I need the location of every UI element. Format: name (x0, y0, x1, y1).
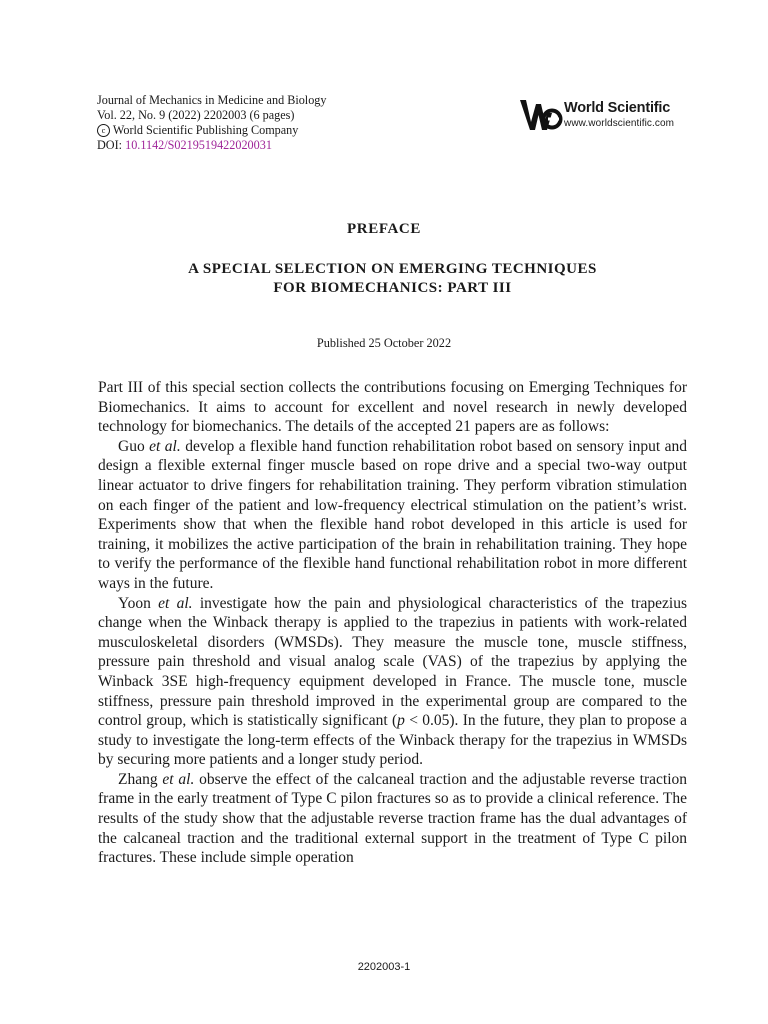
author-name: Zhang (118, 770, 158, 788)
paragraph-guo (98, 437, 687, 594)
p-value-symbol: p (397, 712, 405, 730)
paragraph-yoon (98, 594, 687, 770)
article-title (100, 260, 685, 298)
paragraph-intro: Part III of this special section collects the contributions focusing on Emerging Techniques for Biomechanics. It aims to account for excellent and novel research in newly developed technology for biomechanics. The details of the accepted 21 papers are as follows: (98, 379, 687, 436)
article-body (98, 378, 687, 868)
et-al: et al. (162, 770, 195, 788)
paragraph-zhang (98, 770, 687, 868)
publisher-url: www.worldscientific.com (564, 118, 675, 129)
doi-label: DOI: (97, 138, 123, 152)
doi-line (97, 138, 326, 153)
copyright-icon: c (97, 124, 110, 137)
copyright-line (97, 123, 326, 138)
copyright-text: World Scientific Publishing Company (112, 123, 299, 137)
journal-header (97, 93, 326, 153)
doi-link[interactable]: 10.1142/S0219519422020031 (125, 138, 272, 152)
page-number: 2202003-1 (357, 961, 411, 973)
title-line-2: FOR BIOMECHANICS: PART III (273, 280, 512, 296)
et-al: et al. (149, 437, 181, 455)
author-name: Guo (118, 437, 145, 455)
paragraph-text: investigate how the pain and physiological characteristics of the trapezius change when the Winback therapy is applied to the trapezius in patients with work-related musculoskeletal disorders (WMSDs). They measure the muscle tone, muscle stiffness, pressure pain threshold and visual analog scale (VAS) of the trapezius by applying the Winback 3SE high-frequency equipment developed in France. The muscle tone, muscle stiffness, pressure pain threshold improved in the experimental group are compared to the control group, which is statistically significant ( (98, 594, 687, 730)
journal-name: Journal of Mechanics in Medicine and Biology (97, 93, 327, 107)
author-name: Yoon (118, 594, 151, 612)
paragraph-text: observe the effect of the calcaneal traction and the adjustable reverse traction frame in the early treatment of Type C pilon fractures so as to provide a clinical reference. The results of the study show that the adjustable reverse traction frame has the dual advantages of the calcaneal traction and the traditional external support in the treatment of Type C pilon fractures. These include simple operation (98, 770, 688, 867)
published-date: Published 25 October 2022 (316, 336, 452, 350)
et-al: et al. (158, 594, 193, 612)
section-label: PREFACE (347, 221, 421, 237)
title-line-1: A SPECIAL SELECTION ON EMERGING TECHNIQUES (188, 261, 597, 277)
publisher-logo[interactable] (519, 97, 689, 133)
volume-line: Vol. 22, No. 9 (2022) 2202003 (6 pages) (97, 108, 295, 122)
paragraph-text: develop a flexible hand function rehabilitation robot based on sensory input and design a flexible external finger muscle based on rope drive and a special two-way output linear actuator to drive fingers for rehabilitation training. They perform vibration stimulation on each finger of the patient and low-frequency electrical stimulation on the patient’s wrist. Experiments show that when the flexible hand robot developed in this article is used for training, it mobilizes the active participation of the brain in rehabilitation training. They hope to verify the performance of the flexible hand functional rehabilitation robot in more different ways in the future. (98, 437, 687, 592)
paragraph-text-continued: < 0.05). In the future, they plan to propose a study to investigate the long-term effects of the Winback therapy for the trapezius in WMSDs by securing more patients and a longer study period. (98, 712, 687, 769)
world-scientific-logo-icon (519, 97, 563, 133)
publisher-name: World Scientific (564, 100, 671, 116)
